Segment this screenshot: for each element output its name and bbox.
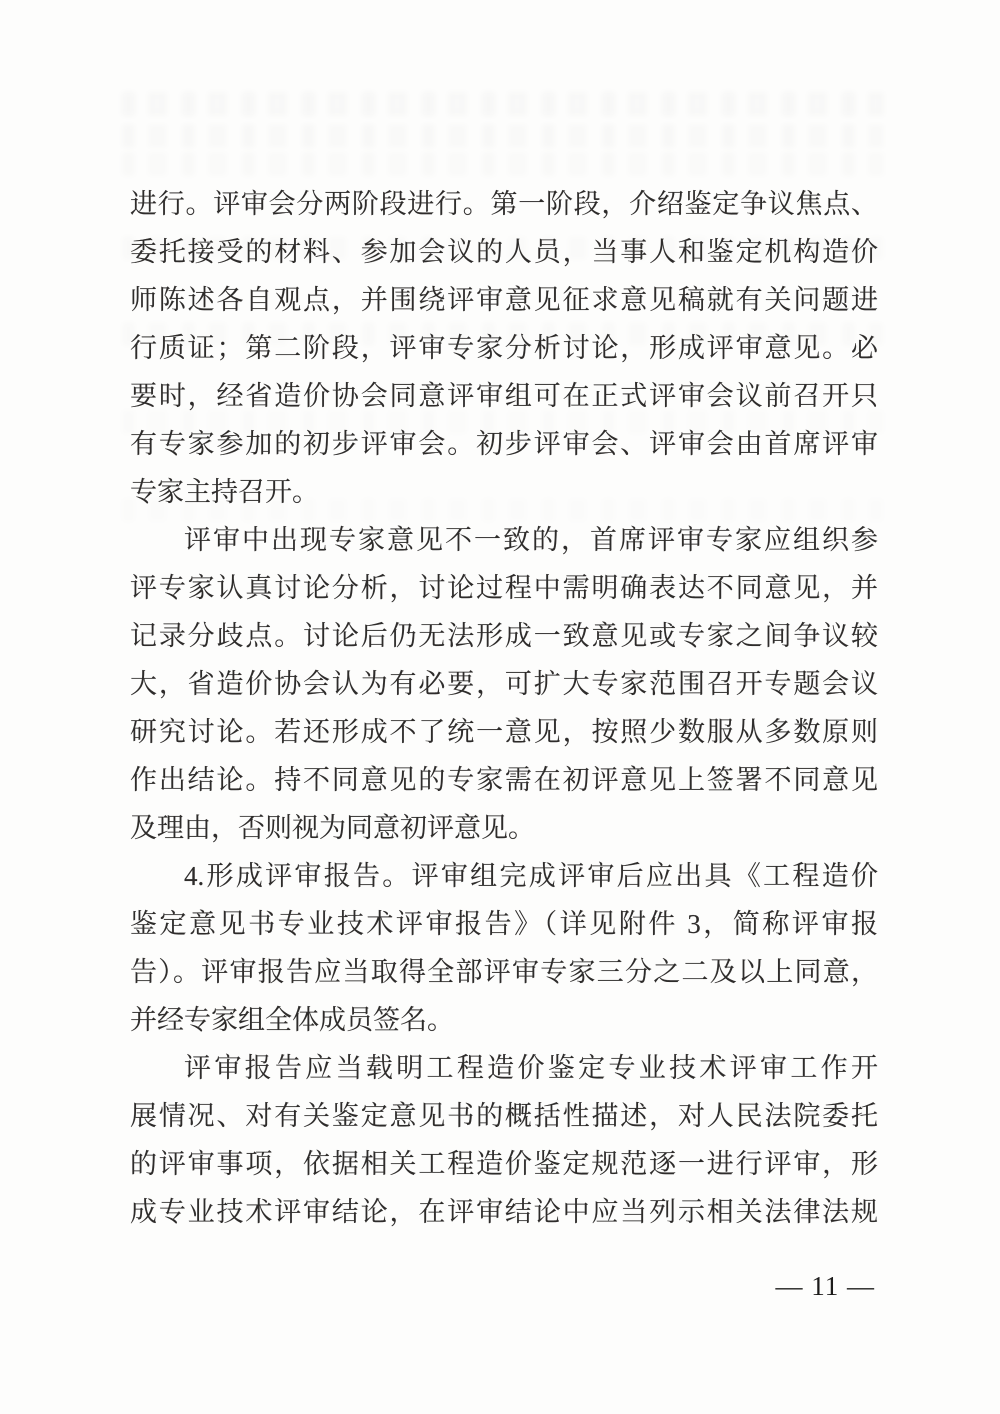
- text-line: 告）。评审报告应当取得全部评审专家三分之二及以上同意，: [130, 957, 878, 987]
- text-line: 要时，经省造价协会同意评审组可在正式评审会议前召开只: [130, 381, 878, 411]
- text-line: 评专家认真讨论分析，讨论过程中需明确表达不同意见，并: [130, 573, 878, 603]
- text-line: 的评审事项，依据相关工程造价鉴定规范逐一进行评审，形: [130, 1149, 878, 1179]
- text-line: 行质证；第二阶段，评审专家分析讨论，形成评审意见。必: [130, 333, 878, 363]
- page-footer: [776, 1262, 876, 1310]
- body-text: [130, 180, 878, 1236]
- text-line: 委托接受的材料、参加会议的人员，当事人和鉴定机构造价: [130, 237, 878, 267]
- text-line: 及理由，否则视为同意初评意见。: [130, 813, 535, 843]
- text-line: 有专家参加的初步评审会。初步评审会、评审会由首席评审: [130, 429, 878, 459]
- text-line: 展情况、对有关鉴定意见书的概括性描述，对人民法院委托: [130, 1101, 878, 1131]
- text-line: 专家主持召开。: [130, 477, 319, 507]
- bleed-through-ghost-row: [122, 124, 884, 148]
- bleed-through-ghost-row: [122, 152, 884, 176]
- text-line: 鉴定意见书专业技术评审报告》（详见附件 3，简称评审报: [130, 909, 878, 939]
- text-line: 成专业技术评审结论，在评审结论中应当列示相关法律法规: [130, 1197, 878, 1227]
- text-line: 研究讨论。若还形成不了统一意见，按照少数服从多数原则: [130, 717, 878, 747]
- text-line: 并经专家组全体成员签名。: [130, 1005, 454, 1035]
- text-line: 评审报告应当载明工程造价鉴定专业技术评审工作开: [184, 1053, 878, 1083]
- text-line: 作出结论。持不同意见的专家需在初评意见上签署不同意见: [130, 765, 878, 795]
- text-line: 记录分歧点。讨论后仍无法形成一致意见或专家之间争议较: [130, 621, 878, 651]
- text-line: 进行。评审会分两阶段进行。第一阶段，介绍鉴定争议焦点、: [130, 189, 878, 219]
- bleed-through-ghost-row: [122, 92, 884, 116]
- text-line: 师陈述各自观点，并围绕评审意见征求意见稿就有关问题进: [130, 285, 878, 315]
- text-line: 大，省造价协会认为有必要，可扩大专家范围召开专题会议: [130, 669, 878, 699]
- page-number: — 11 —: [775, 1271, 875, 1301]
- text-line: 4.形成评审报告。评审组完成评审后应出具《工程造价: [184, 861, 878, 891]
- text-line: 评审中出现专家意见不一致的，首席评审专家应组织参: [184, 525, 878, 555]
